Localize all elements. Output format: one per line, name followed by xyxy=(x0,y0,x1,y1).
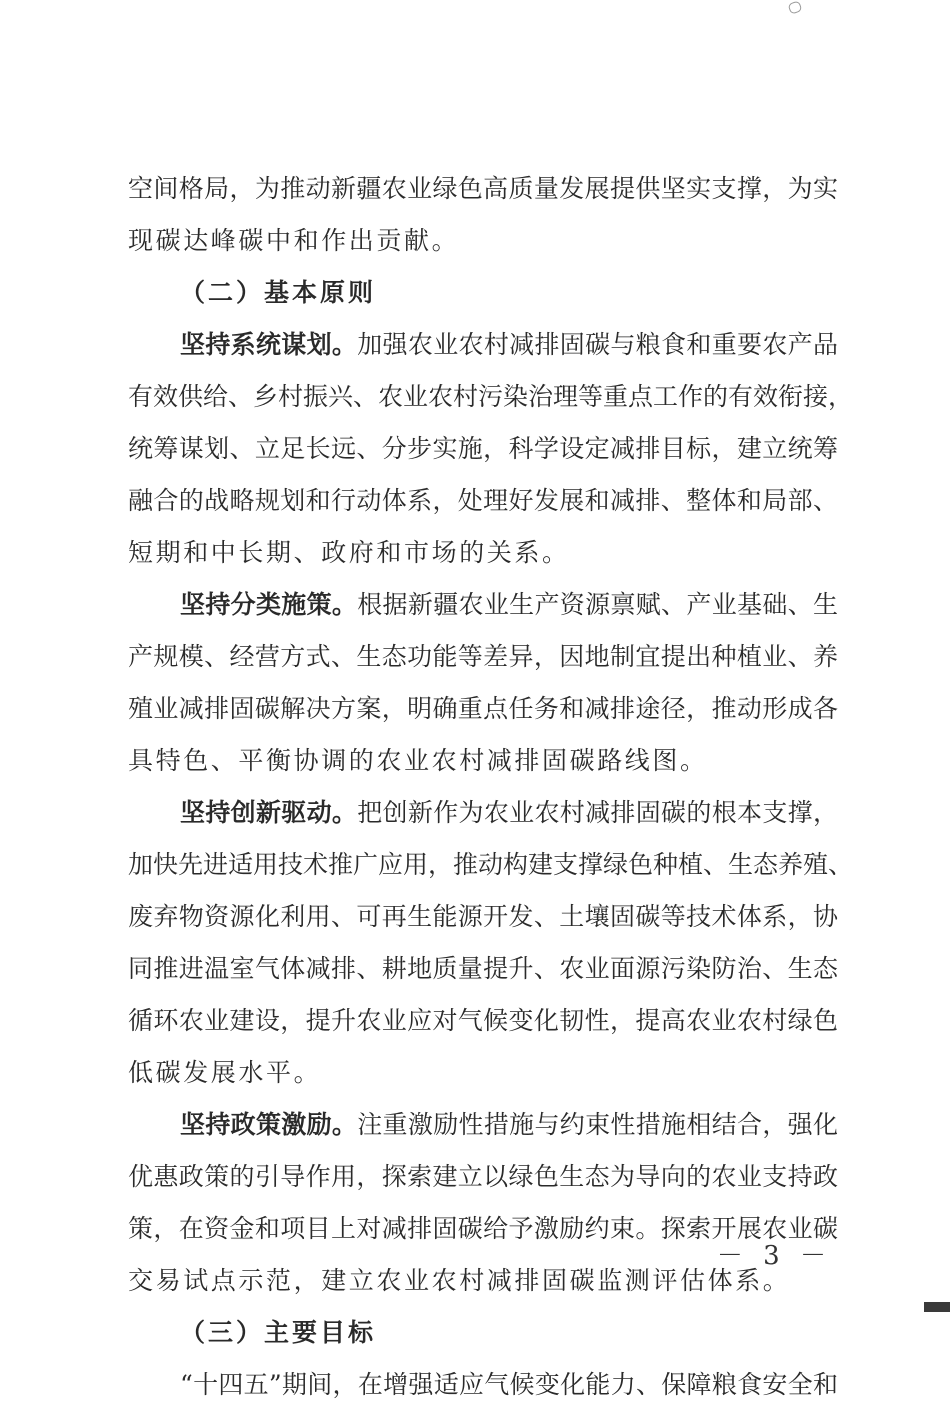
paragraph-line: 坚持系统谋划。加强农业农村减排固碳与粮食和重要农产品 xyxy=(180,330,838,359)
paragraph-line: 交易试点示范，建立农业农村减排固碳监测评估体系。 xyxy=(128,1266,791,1295)
paragraph-line: 统筹谋划、立足长远、分步实施，科学设定减排目标，建立统筹 xyxy=(128,434,838,463)
paragraph-line: 优惠政策的引导作用，探索建立以绿色生态为导向的农业支持政 xyxy=(128,1162,838,1191)
scan-mark-icon xyxy=(787,0,802,14)
paragraph-line: 坚持创新驱动。把创新作为农业农村减排固碳的根本支撑， xyxy=(180,798,838,827)
principle-lead-classified-policy: 坚持分类施策。 xyxy=(180,590,358,619)
paragraph-line: 融合的战略规划和行动体系，处理好发展和减排、整体和局部、 xyxy=(128,486,838,515)
paragraph-line: 有效供给、乡村振兴、农业农村污染治理等重点工作的有效衔接， xyxy=(128,382,854,411)
paragraph-line: 同推进温室气体减排、耕地质量提升、农业面源污染防治、生态 xyxy=(128,954,838,983)
page-number: － 3 － xyxy=(716,1241,832,1271)
paragraph-line: 循环农业建设，提升农业应对气候变化韧性，提高农业农村绿色 xyxy=(128,1006,838,1035)
principle-lead-policy-incentive: 坚持政策激励。 xyxy=(180,1110,358,1139)
paragraph-line: 低碳发展水平。 xyxy=(128,1058,322,1087)
paragraph-line: 废弃物资源化利用、可再生能源开发、土壤固碳等技术体系，协 xyxy=(128,902,838,931)
section-heading-main-goals: （三）主要目标 xyxy=(180,1318,377,1347)
paragraph-line: 加快先进适用技术推广应用，推动构建支撑绿色种植、生态养殖、 xyxy=(128,850,854,879)
section-heading-basic-principles: （二）基本原则 xyxy=(180,278,377,307)
paragraph-line: 现碳达峰碳中和作出贡献。 xyxy=(128,226,460,255)
paragraph-line: 坚持分类施策。根据新疆农业生产资源禀赋、产业基础、生 xyxy=(180,590,838,619)
paragraph-line: 具特色、平衡协调的农业农村减排固碳路线图。 xyxy=(128,746,708,775)
paragraph-line: 坚持政策激励。注重激励性措施与约束性措施相结合，强化 xyxy=(180,1110,838,1139)
paragraph-line: 空间格局，为推动新疆农业绿色高质量发展提供坚实支撑，为实 xyxy=(128,174,838,203)
principle-lead-innovation-driven: 坚持创新驱动。 xyxy=(180,798,358,827)
paragraph-line: 策，在资金和项目上对减排固碳给予激励约束。探索开展农业碳 xyxy=(128,1214,838,1243)
body-text xyxy=(128,163,854,1411)
paragraph-line: 殖业减排固碳解决方案，明确重点任务和减排途径，推动形成各 xyxy=(128,694,838,723)
principle-lead-systematic-planning: 坚持系统谋划。 xyxy=(180,330,358,359)
paragraph-line: 短期和中长期、政府和市场的关系。 xyxy=(128,538,570,567)
paragraph-line: 产规模、经营方式、生态功能等差异，因地制宜提出种植业、养 xyxy=(128,642,838,671)
paragraph-line: “十四五”期间，在增强适应气候变化能力、保障粮食安全和 xyxy=(180,1370,838,1399)
scan-edge-mark xyxy=(924,1302,950,1312)
